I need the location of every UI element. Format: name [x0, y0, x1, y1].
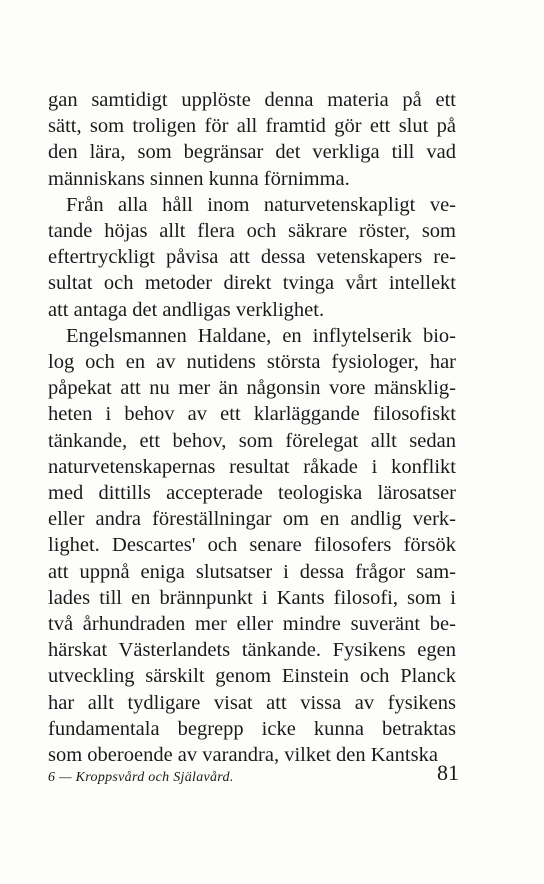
paragraph	[48, 192, 456, 323]
text-line: sultat och metoder direkt tvinga vårt intellekt	[48, 272, 456, 295]
text-line: sätt, som troligen för all framtid gör ett slut på	[48, 115, 456, 138]
text-line: som oberoende av varandra, vilket den Kantska	[48, 744, 438, 767]
text-line: människans sinnen kunna förnimma.	[48, 167, 350, 190]
text-line: eller andra föreställningar om en andlig verk-	[48, 508, 456, 531]
text-line: tänkande, ett behov, som förelegat allt sedan	[48, 429, 456, 452]
text-line: heten i behov av ett klarläggande filosofiskt	[48, 403, 456, 426]
text-line: lighet. Descartes' och senare filosofers försök	[48, 534, 456, 557]
text-line: har allt tydligare visat att vissa av fysikens	[48, 691, 456, 714]
text-line: utveckling särskilt genom Einstein och Planck	[48, 665, 456, 688]
text-line: log och en av nutidens största fysiologer, har	[48, 351, 456, 374]
page-number: 81	[437, 760, 459, 785]
text-line: två århundraden mer eller mindre suveränt be-	[48, 613, 456, 636]
text-line: härskat Västerlandets tänkande. Fysikens egen	[48, 639, 456, 662]
text-line: med dittills accepterade teologiska lärosatser	[48, 482, 456, 505]
text-line: tande höjas allt flera och säkrare röster, som	[48, 220, 456, 243]
text-line: gan samtidigt upplöste denna materia på ett	[48, 89, 456, 111]
footer-signature: 6 — Kroppsvård och Själavård.	[48, 770, 234, 785]
text-line: den lära, som begränsar det verkliga till vad	[48, 141, 456, 164]
text-line: att uppnå eniga slutsatser i dessa frågor sam-	[48, 560, 456, 583]
text-line: Engelsmannen Haldane, en inflytelserik bio-	[66, 324, 456, 347]
text-line: påpekat att nu mer än någonsin vore mänsklig-	[48, 377, 456, 400]
text-line: eftertryckligt påvisa att dessa vetenskapers re-	[48, 246, 456, 269]
paragraph	[48, 323, 456, 768]
text-line: Från alla håll inom naturvetenskapligt ve-	[66, 193, 456, 216]
paragraph	[48, 87, 456, 192]
text-line: lades till en brännpunkt i Kants filosofi, som i	[48, 586, 456, 609]
body-text	[48, 87, 456, 768]
text-line: naturvetenskapernas resultat råkade i konflikt	[48, 455, 456, 478]
text-line: fundamentala begrepp icke kunna betraktas	[48, 717, 456, 740]
text-line: att antaga det andligas verklighet.	[48, 298, 325, 321]
